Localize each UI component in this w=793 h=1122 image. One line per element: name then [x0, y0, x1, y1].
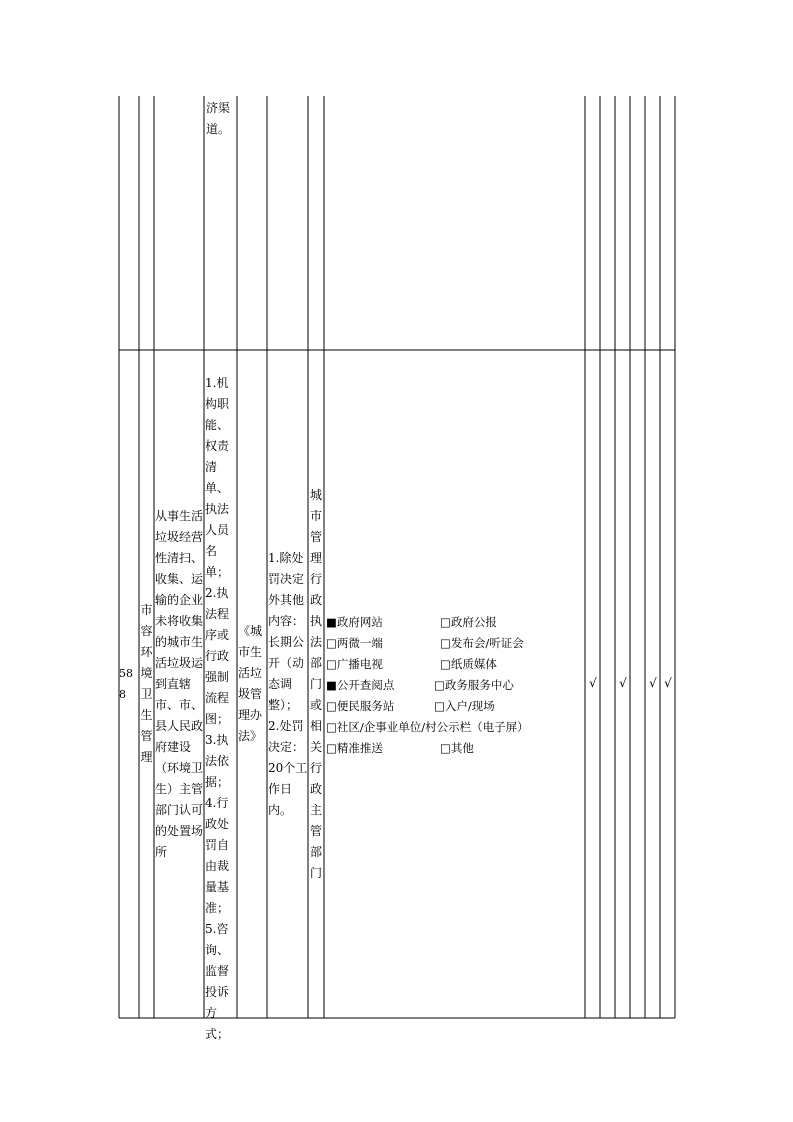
category-cell	[139, 350, 154, 1018]
timelimit-cell	[268, 350, 308, 1018]
channel-item	[326, 696, 394, 717]
channel-mark: □	[434, 678, 445, 692]
check-mark: √	[649, 676, 657, 690]
check-mark: √	[664, 676, 672, 690]
channel-label: 两微一端	[336, 636, 383, 650]
channel-label: 政务服务中心	[444, 678, 514, 692]
channel-label: 政府公报	[450, 615, 497, 629]
channels-list	[326, 612, 584, 762]
channel-mark: □	[440, 615, 451, 629]
check-mark: √	[619, 676, 627, 690]
channel-mark: □	[440, 636, 451, 650]
channel-item	[434, 675, 514, 696]
channel-label: 精准推送	[336, 741, 383, 755]
content-text: 1.机构职能、权责清单、执法人员名单； 2.执法程序或行政强制流程图； 3.执法依据； 4.行政处罚自由裁量基准； 5.咨询、监督投诉方式；	[205, 376, 230, 1041]
channel-item	[440, 738, 474, 759]
channel-item	[326, 738, 383, 759]
row-number	[119, 350, 139, 1018]
channel-item	[440, 654, 497, 675]
channel-item	[326, 717, 529, 738]
check-mark: √	[589, 676, 597, 690]
channel-label: 社区/企事业单位/村公示栏（电子屏）	[336, 720, 529, 734]
channel-mark: □	[326, 720, 337, 734]
row-number-text: 588	[119, 667, 133, 701]
channel-mark: □	[326, 699, 337, 713]
channel-label: 广播电视	[336, 657, 383, 671]
channel-mark: ■	[326, 678, 337, 692]
category-text: 市 容 环 境 卫 生 管 理	[140, 603, 153, 764]
channel-mark: □	[440, 657, 451, 671]
channel-item	[326, 654, 383, 675]
timelimit-text: 1.除处罚决定外其他内容：长期公开（动态调整）； 2.处罚决定：20个工作日内。	[268, 550, 308, 817]
subject-text: 城 市 管 理 行 政 执 法 部 门 或 相 关 行 政 主 管 部 门	[309, 487, 322, 880]
channel-label: 其他	[450, 741, 474, 755]
channel-item	[434, 696, 495, 717]
item-text: 从事生活垃圾经营性清扫、收集、运输的企业未将收集的城市生活垃圾运到直辖市、市、县人民政府建设（环境卫生）主管部门认可的处置场所	[155, 508, 204, 859]
channel-item	[440, 633, 524, 654]
channel-mark: □	[440, 741, 451, 755]
prev-row-content-text: 济渠 道。	[206, 101, 231, 136]
subject-cell	[308, 350, 324, 1018]
basis-text: 《城市生活垃圾管理办法》	[238, 624, 263, 743]
basis-cell	[238, 350, 267, 1018]
channel-mark: □	[326, 657, 337, 671]
channel-label: 纸质媒体	[450, 657, 497, 671]
content-cell	[205, 352, 236, 1045]
channel-item	[326, 675, 394, 696]
channel-mark: □	[326, 741, 337, 755]
channel-item	[440, 612, 497, 633]
item-cell	[155, 350, 204, 1018]
channel-label: 政府网站	[336, 615, 383, 629]
channel-item	[326, 612, 383, 633]
channel-mark: ■	[326, 615, 337, 629]
channel-label: 入户/现场	[444, 699, 495, 713]
channel-label: 发布会/听证会	[450, 636, 524, 650]
channel-mark: □	[326, 636, 337, 650]
channel-label: 便民服务站	[336, 699, 395, 713]
channel-item	[326, 633, 383, 654]
channel-label: 公开查阅点	[336, 678, 395, 692]
channel-mark: □	[434, 699, 445, 713]
